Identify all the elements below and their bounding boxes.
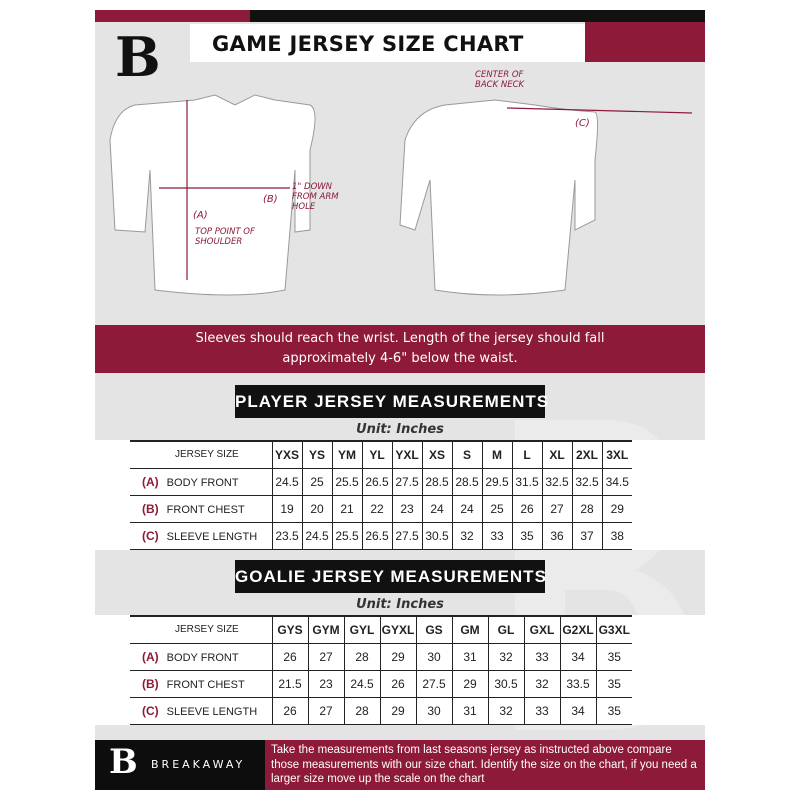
breakaway-logo: B <box>115 25 161 89</box>
row-label <box>130 495 272 522</box>
size-header-row <box>130 441 632 468</box>
table-cell: 28 <box>344 697 380 724</box>
row-label <box>130 468 272 495</box>
goalie-heading: GOALIE JERSEY MEASUREMENTS <box>235 560 545 593</box>
table-cell: 26.5 <box>362 522 392 549</box>
table-cell: 32 <box>452 522 482 549</box>
table-cell: 28 <box>344 643 380 670</box>
row-label <box>130 670 272 697</box>
jersey-size-label: JERSEY SIZE <box>130 441 272 468</box>
size-header-cell: GYS <box>272 616 308 643</box>
size-header-cell: GYXL <box>380 616 416 643</box>
table-row <box>130 670 632 697</box>
size-header-cell: YM <box>332 441 362 468</box>
size-header-cell: G2XL <box>560 616 596 643</box>
table-row <box>130 495 632 522</box>
jersey-diagram <box>95 70 705 310</box>
player-heading: PLAYER JERSEY MEASUREMENTS <box>235 385 545 418</box>
label-b: (B) <box>263 194 278 205</box>
table-cell: 35 <box>596 643 632 670</box>
row-letter: (C) <box>142 528 159 543</box>
row-label <box>130 643 272 670</box>
table-cell: 36 <box>542 522 572 549</box>
size-header-cell: GS <box>416 616 452 643</box>
table-cell: 21.5 <box>272 670 308 697</box>
table-cell: 23.5 <box>272 522 302 549</box>
size-header-cell: GYM <box>308 616 344 643</box>
table-cell: 28.5 <box>422 468 452 495</box>
table-cell: 27.5 <box>392 468 422 495</box>
table-row <box>130 697 632 724</box>
table-cell: 30 <box>416 697 452 724</box>
table-cell: 34 <box>560 697 596 724</box>
table-cell: 33 <box>524 697 560 724</box>
table-cell: 24.5 <box>302 522 332 549</box>
table-cell: 20 <box>302 495 332 522</box>
footer-logo: B <box>109 742 138 782</box>
table-cell: 33 <box>482 522 512 549</box>
table-cell: 34.5 <box>602 468 632 495</box>
table-cell: 26 <box>512 495 542 522</box>
table-cell: 25 <box>302 468 332 495</box>
size-header-cell: M <box>482 441 512 468</box>
table-cell: 38 <box>602 522 632 549</box>
size-header-cell: GYL <box>344 616 380 643</box>
table-cell: 32.5 <box>572 468 602 495</box>
table-cell: 28 <box>572 495 602 522</box>
table-cell: 29.5 <box>482 468 512 495</box>
jersey-size-label: JERSEY SIZE <box>130 616 272 643</box>
back-jersey <box>400 100 598 295</box>
table-cell: 25.5 <box>332 522 362 549</box>
table-cell: 27.5 <box>392 522 422 549</box>
size-header-cell: 3XL <box>602 441 632 468</box>
instructions-text: Sleeves should reach the wrist. Length of the jersey should fall approximately 4-6" below the waist. <box>195 331 605 366</box>
table-cell: 26 <box>272 697 308 724</box>
table-cell: 35 <box>512 522 542 549</box>
player-table-panel <box>95 440 705 550</box>
footer-instructions: Take the measurements from last seasons jersey as instructed above compare those measurements with our size chart. Identify the size on the chart, if you need a larger size move up the scale on the chart <box>265 740 705 790</box>
table-cell: 35 <box>596 670 632 697</box>
size-chart-page <box>95 10 705 790</box>
size-header-cell: XL <box>542 441 572 468</box>
page-title: GAME JERSEY SIZE CHART <box>190 24 585 62</box>
size-header-cell: XS <box>422 441 452 468</box>
table-cell: 31 <box>452 643 488 670</box>
title-accent-block <box>585 22 705 62</box>
table-cell: 25.5 <box>332 468 362 495</box>
goalie-table <box>130 615 632 725</box>
size-header-cell: S <box>452 441 482 468</box>
table-cell: 34 <box>560 643 596 670</box>
row-label <box>130 522 272 549</box>
table-cell: 29 <box>380 697 416 724</box>
table-row <box>130 643 632 670</box>
table-cell: 27 <box>542 495 572 522</box>
size-header-row <box>130 616 632 643</box>
label-c: (C) <box>575 118 590 129</box>
top-bar <box>250 10 705 22</box>
table-cell: 35 <box>596 697 632 724</box>
table-cell: 33.5 <box>560 670 596 697</box>
table-cell: 22 <box>362 495 392 522</box>
table-cell: 31 <box>452 697 488 724</box>
top-bar-accent <box>95 10 250 22</box>
row-label <box>130 697 272 724</box>
table-cell: 25 <box>482 495 512 522</box>
table-cell: 27 <box>308 643 344 670</box>
table-cell: 30.5 <box>488 670 524 697</box>
table-cell: 33 <box>524 643 560 670</box>
player-unit: Unit: Inches <box>356 422 444 437</box>
size-header-cell: YL <box>362 441 392 468</box>
size-header-cell: L <box>512 441 542 468</box>
size-header-cell: 2XL <box>572 441 602 468</box>
row-label-text: BODY FRONT <box>166 476 239 489</box>
table-cell: 30.5 <box>422 522 452 549</box>
size-header-cell: YS <box>302 441 332 468</box>
table-cell: 26.5 <box>362 468 392 495</box>
row-label-text: BODY FRONT <box>166 651 239 664</box>
table-cell: 29 <box>380 643 416 670</box>
row-letter: (A) <box>142 474 159 489</box>
table-cell: 27.5 <box>416 670 452 697</box>
table-cell: 24.5 <box>344 670 380 697</box>
table-cell: 32.5 <box>542 468 572 495</box>
table-cell: 19 <box>272 495 302 522</box>
size-header-cell: YXS <box>272 441 302 468</box>
table-row <box>130 468 632 495</box>
label-a: (A) <box>193 210 208 221</box>
row-letter: (A) <box>142 649 159 664</box>
table-cell: 21 <box>332 495 362 522</box>
table-cell: 27 <box>308 697 344 724</box>
row-label-text: FRONT CHEST <box>166 503 245 516</box>
size-header-cell: G3XL <box>596 616 632 643</box>
label-arm-hole: 1" DOWN FROM ARM HOLE <box>292 182 339 212</box>
table-cell: 32 <box>488 697 524 724</box>
table-cell: 26 <box>272 643 308 670</box>
front-jersey <box>110 95 315 295</box>
table-cell: 28.5 <box>452 468 482 495</box>
table-cell: 32 <box>524 670 560 697</box>
size-header-cell: GM <box>452 616 488 643</box>
goalie-unit: Unit: Inches <box>356 597 444 612</box>
size-header-cell: GL <box>488 616 524 643</box>
footer-brand-name: BREAKAWAY <box>151 758 246 771</box>
row-label-text: SLEEVE LENGTH <box>166 530 258 543</box>
table-cell: 29 <box>602 495 632 522</box>
row-letter: (C) <box>142 703 159 718</box>
row-label-text: FRONT CHEST <box>166 678 245 691</box>
label-center-back-neck: CENTER OF BACK NECK <box>475 70 525 90</box>
table-cell: 24 <box>452 495 482 522</box>
row-letter: (B) <box>142 501 159 516</box>
row-letter: (B) <box>142 676 159 691</box>
size-header-cell: YXL <box>392 441 422 468</box>
table-cell: 24 <box>422 495 452 522</box>
goalie-table-panel <box>95 615 705 725</box>
instructions-banner <box>95 325 705 373</box>
row-label-text: SLEEVE LENGTH <box>166 705 258 718</box>
table-cell: 23 <box>392 495 422 522</box>
table-row <box>130 522 632 549</box>
table-cell: 29 <box>452 670 488 697</box>
footer-brand <box>95 740 265 790</box>
label-top-point: TOP POINT OF SHOULDER <box>195 227 255 247</box>
table-cell: 30 <box>416 643 452 670</box>
table-cell: 24.5 <box>272 468 302 495</box>
table-cell: 23 <box>308 670 344 697</box>
player-table <box>130 440 632 550</box>
table-cell: 32 <box>488 643 524 670</box>
size-header-cell: GXL <box>524 616 560 643</box>
table-cell: 31.5 <box>512 468 542 495</box>
table-cell: 26 <box>380 670 416 697</box>
table-cell: 37 <box>572 522 602 549</box>
